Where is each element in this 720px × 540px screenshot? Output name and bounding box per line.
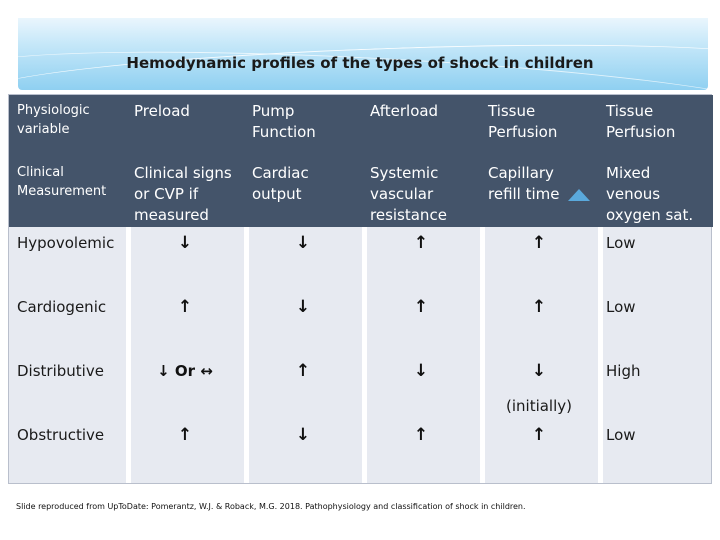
preload-down-or-bidirectional-arrow: ↓ Or ↔ bbox=[157, 362, 213, 380]
afterload-up-arrow: ↑ bbox=[413, 297, 429, 317]
shock-profile-table bbox=[8, 94, 712, 484]
measurement-row bbox=[9, 157, 713, 227]
preload-down-arrow: ↓ bbox=[177, 233, 193, 253]
table-row bbox=[9, 355, 713, 419]
header-tissue-perfusion-1: Tissue Perfusion bbox=[488, 102, 558, 141]
measurement-pump: Cardiac output bbox=[252, 164, 309, 203]
source-citation: Slide reproduced from UpToDate: Pomerantz, W.J. & Roback, M.G. 2018. Pathophysiology and classification of shock in children. bbox=[16, 502, 526, 511]
triangle-icon bbox=[568, 189, 590, 201]
mixed-venous-value: Low bbox=[606, 234, 636, 252]
measurement-capillary bbox=[480, 157, 598, 227]
capillary-up-arrow: ↑ bbox=[531, 233, 547, 253]
capillary-refill-label: Capillary refill time bbox=[488, 164, 560, 203]
pump-down-arrow: ↓ bbox=[295, 297, 311, 317]
mixed-venous-value: Low bbox=[606, 426, 636, 444]
header-preload: Preload bbox=[134, 102, 190, 120]
table-row bbox=[9, 291, 713, 355]
row-label-hypovolemic: Hypovolemic bbox=[17, 234, 115, 252]
capillary-up-arrow: ↑ bbox=[531, 425, 547, 445]
page-title: Hemodynamic profiles of the types of shock in children bbox=[126, 54, 594, 72]
header-row bbox=[9, 95, 713, 157]
capillary-down-arrow: ↓ bbox=[531, 361, 547, 381]
preload-up-arrow: ↑ bbox=[177, 297, 193, 317]
header-tissue-perfusion-2: Tissue Perfusion bbox=[606, 102, 676, 141]
row-label-cardiogenic: Cardiogenic bbox=[17, 298, 107, 316]
pump-down-arrow: ↓ bbox=[295, 425, 311, 445]
header-afterload: Afterload bbox=[370, 102, 439, 120]
measurement-row-label: Clinical Measurement bbox=[17, 165, 107, 199]
measurement-preload: Clinical signs or CVP if measured bbox=[134, 164, 232, 224]
table-row bbox=[9, 419, 713, 483]
afterload-up-arrow: ↑ bbox=[413, 425, 429, 445]
capillary-note: (initially) bbox=[506, 397, 572, 415]
pump-up-arrow: ↑ bbox=[295, 361, 311, 381]
measurement-afterload: Systemic vascular resistance bbox=[370, 164, 447, 224]
measurement-mixed-venous: Mixed venous oxygen sat. bbox=[606, 164, 694, 224]
preload-up-arrow: ↑ bbox=[177, 425, 193, 445]
mixed-venous-value: Low bbox=[606, 298, 636, 316]
table-row bbox=[9, 227, 713, 291]
afterload-down-arrow: ↓ bbox=[413, 361, 429, 381]
capillary-up-arrow: ↑ bbox=[531, 297, 547, 317]
row-label-obstructive: Obstructive bbox=[17, 426, 105, 444]
pump-down-arrow: ↓ bbox=[295, 233, 311, 253]
capillary-cell bbox=[480, 355, 598, 419]
header-pump-function: Pump Function bbox=[252, 102, 316, 141]
afterload-up-arrow: ↑ bbox=[413, 233, 429, 253]
row-label-distributive: Distributive bbox=[17, 362, 104, 380]
header-row-label: Physiologic variable bbox=[17, 103, 90, 137]
mixed-venous-value: High bbox=[606, 362, 641, 380]
